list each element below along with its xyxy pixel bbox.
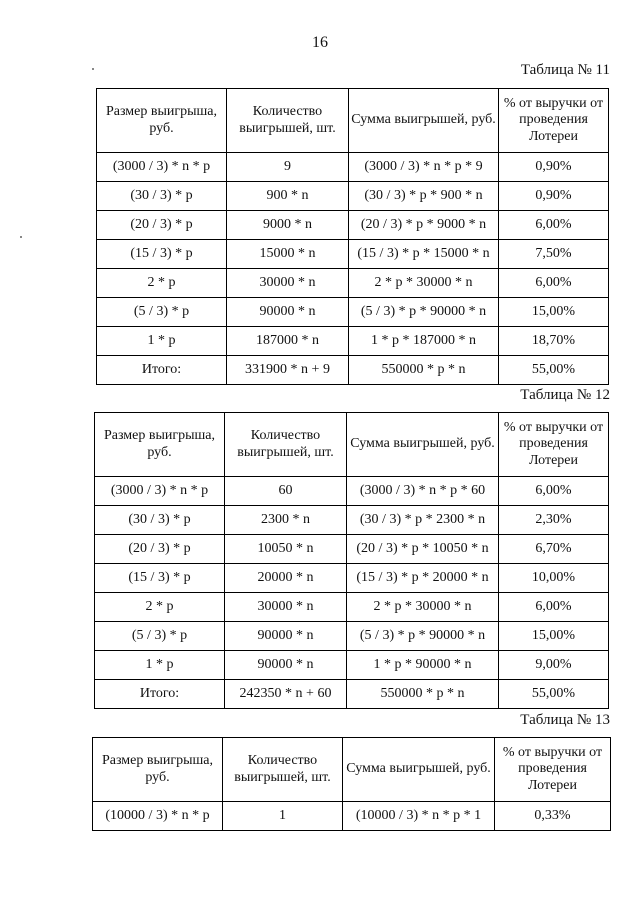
cell-prize-count: 9	[227, 153, 349, 182]
cell-prize-size: Итого:	[95, 680, 225, 709]
cell-revenue-percent: 6,00%	[499, 477, 609, 506]
table-row	[97, 327, 609, 356]
page-number: 16	[312, 34, 328, 51]
cell-prize-count: 90000 * n	[225, 651, 347, 680]
table-row	[97, 269, 609, 298]
header-prize-sum: Сумма выигрышей, руб.	[349, 89, 499, 153]
table-row	[97, 298, 609, 327]
cell-prize-size: 2 * p	[95, 593, 225, 622]
header-prize-size: Размер выигрыша, руб.	[97, 89, 227, 153]
table-12	[94, 412, 609, 709]
cell-revenue-percent: 55,00%	[499, 356, 609, 385]
scan-speck	[92, 68, 94, 70]
table-row	[97, 240, 609, 269]
table-row	[95, 593, 609, 622]
cell-prize-size: 1 * p	[97, 327, 227, 356]
table-row	[97, 211, 609, 240]
cell-prize-sum: (30 / 3) * p * 2300 * n	[347, 506, 499, 535]
header-revenue-percent: % от выручки от проведения Лотереи	[499, 413, 609, 477]
cell-prize-size: 1 * p	[95, 651, 225, 680]
header-prize-size: Размер выигрыша, руб.	[95, 413, 225, 477]
table-header-row	[97, 89, 609, 153]
header-revenue-percent: % от выручки от проведения Лотереи	[499, 89, 609, 153]
table-row	[95, 477, 609, 506]
header-prize-count: Количество выигрышей, шт.	[223, 738, 343, 802]
table-13	[92, 737, 611, 831]
cell-revenue-percent: 6,00%	[499, 269, 609, 298]
cell-prize-size: (15 / 3) * p	[95, 564, 225, 593]
cell-revenue-percent: 6,70%	[499, 535, 609, 564]
cell-prize-size: (20 / 3) * p	[97, 211, 227, 240]
cell-revenue-percent: 15,00%	[499, 622, 609, 651]
table-13-caption: Таблица № 13	[520, 712, 610, 728]
cell-prize-count: 1	[223, 802, 343, 831]
cell-prize-count: 30000 * n	[227, 269, 349, 298]
cell-prize-count: 242350 * n + 60	[225, 680, 347, 709]
header-prize-sum: Сумма выигрышей, руб.	[343, 738, 495, 802]
cell-prize-size: (3000 / 3) * n * p	[95, 477, 225, 506]
table-row	[93, 802, 611, 831]
cell-revenue-percent: 7,50%	[499, 240, 609, 269]
cell-revenue-percent: 6,00%	[499, 593, 609, 622]
cell-prize-count: 30000 * n	[225, 593, 347, 622]
cell-prize-count: 9000 * n	[227, 211, 349, 240]
cell-prize-sum: 2 * p * 30000 * n	[349, 269, 499, 298]
table-total-row	[97, 356, 609, 385]
table-row	[95, 506, 609, 535]
cell-prize-size: (15 / 3) * p	[97, 240, 227, 269]
cell-prize-count: 187000 * n	[227, 327, 349, 356]
cell-prize-sum: (30 / 3) * p * 900 * n	[349, 182, 499, 211]
cell-revenue-percent: 2,30%	[499, 506, 609, 535]
table-header-row	[95, 413, 609, 477]
cell-prize-count: 331900 * n + 9	[227, 356, 349, 385]
cell-revenue-percent: 0,33%	[495, 802, 611, 831]
cell-prize-count: 90000 * n	[225, 622, 347, 651]
cell-prize-sum: 1 * p * 187000 * n	[349, 327, 499, 356]
cell-prize-sum: (5 / 3) * p * 90000 * n	[347, 622, 499, 651]
cell-prize-sum: 550000 * p * n	[349, 356, 499, 385]
cell-prize-size: (20 / 3) * p	[95, 535, 225, 564]
cell-prize-count: 60	[225, 477, 347, 506]
cell-prize-count: 15000 * n	[227, 240, 349, 269]
cell-prize-size: Итого:	[97, 356, 227, 385]
cell-prize-count: 20000 * n	[225, 564, 347, 593]
cell-prize-size: (30 / 3) * p	[95, 506, 225, 535]
cell-revenue-percent: 55,00%	[499, 680, 609, 709]
cell-prize-sum: (15 / 3) * p * 20000 * n	[347, 564, 499, 593]
cell-revenue-percent: 0,90%	[499, 153, 609, 182]
header-revenue-percent: % от выручки от проведения Лотереи	[495, 738, 611, 802]
table-row	[97, 153, 609, 182]
cell-prize-sum: (20 / 3) * p * 9000 * n	[349, 211, 499, 240]
table-header-row	[93, 738, 611, 802]
table-total-row	[95, 680, 609, 709]
table-11	[96, 88, 609, 385]
cell-prize-count: 900 * n	[227, 182, 349, 211]
table-row	[95, 564, 609, 593]
cell-prize-sum: (3000 / 3) * n * p * 60	[347, 477, 499, 506]
cell-prize-count: 90000 * n	[227, 298, 349, 327]
cell-revenue-percent: 9,00%	[499, 651, 609, 680]
cell-revenue-percent: 0,90%	[499, 182, 609, 211]
cell-prize-sum: 550000 * p * n	[347, 680, 499, 709]
table-12-caption: Таблица № 12	[520, 387, 610, 403]
cell-prize-size: 2 * p	[97, 269, 227, 298]
cell-prize-sum: (10000 / 3) * n * p * 1	[343, 802, 495, 831]
cell-revenue-percent: 18,70%	[499, 327, 609, 356]
cell-revenue-percent: 6,00%	[499, 211, 609, 240]
cell-prize-size: (10000 / 3) * n * p	[93, 802, 223, 831]
cell-prize-size: (5 / 3) * p	[95, 622, 225, 651]
cell-prize-size: (5 / 3) * p	[97, 298, 227, 327]
cell-revenue-percent: 10,00%	[499, 564, 609, 593]
cell-prize-size: (3000 / 3) * n * p	[97, 153, 227, 182]
table-row	[95, 622, 609, 651]
cell-prize-sum: (20 / 3) * p * 10050 * n	[347, 535, 499, 564]
header-prize-count: Количество выигрышей, шт.	[227, 89, 349, 153]
table-row	[97, 182, 609, 211]
header-prize-count: Количество выигрышей, шт.	[225, 413, 347, 477]
cell-prize-sum: (15 / 3) * p * 15000 * n	[349, 240, 499, 269]
header-prize-sum: Сумма выигрышей, руб.	[347, 413, 499, 477]
cell-prize-sum: 2 * p * 30000 * n	[347, 593, 499, 622]
cell-prize-sum: 1 * p * 90000 * n	[347, 651, 499, 680]
cell-prize-sum: (3000 / 3) * n * p * 9	[349, 153, 499, 182]
table-row	[95, 535, 609, 564]
scan-speck	[20, 236, 22, 238]
table-row	[95, 651, 609, 680]
cell-prize-count: 10050 * n	[225, 535, 347, 564]
cell-prize-sum: (5 / 3) * p * 90000 * n	[349, 298, 499, 327]
cell-prize-size: (30 / 3) * p	[97, 182, 227, 211]
cell-revenue-percent: 15,00%	[499, 298, 609, 327]
header-prize-size: Размер выигрыша, руб.	[93, 738, 223, 802]
cell-prize-count: 2300 * n	[225, 506, 347, 535]
table-11-caption: Таблица № 11	[520, 62, 610, 78]
